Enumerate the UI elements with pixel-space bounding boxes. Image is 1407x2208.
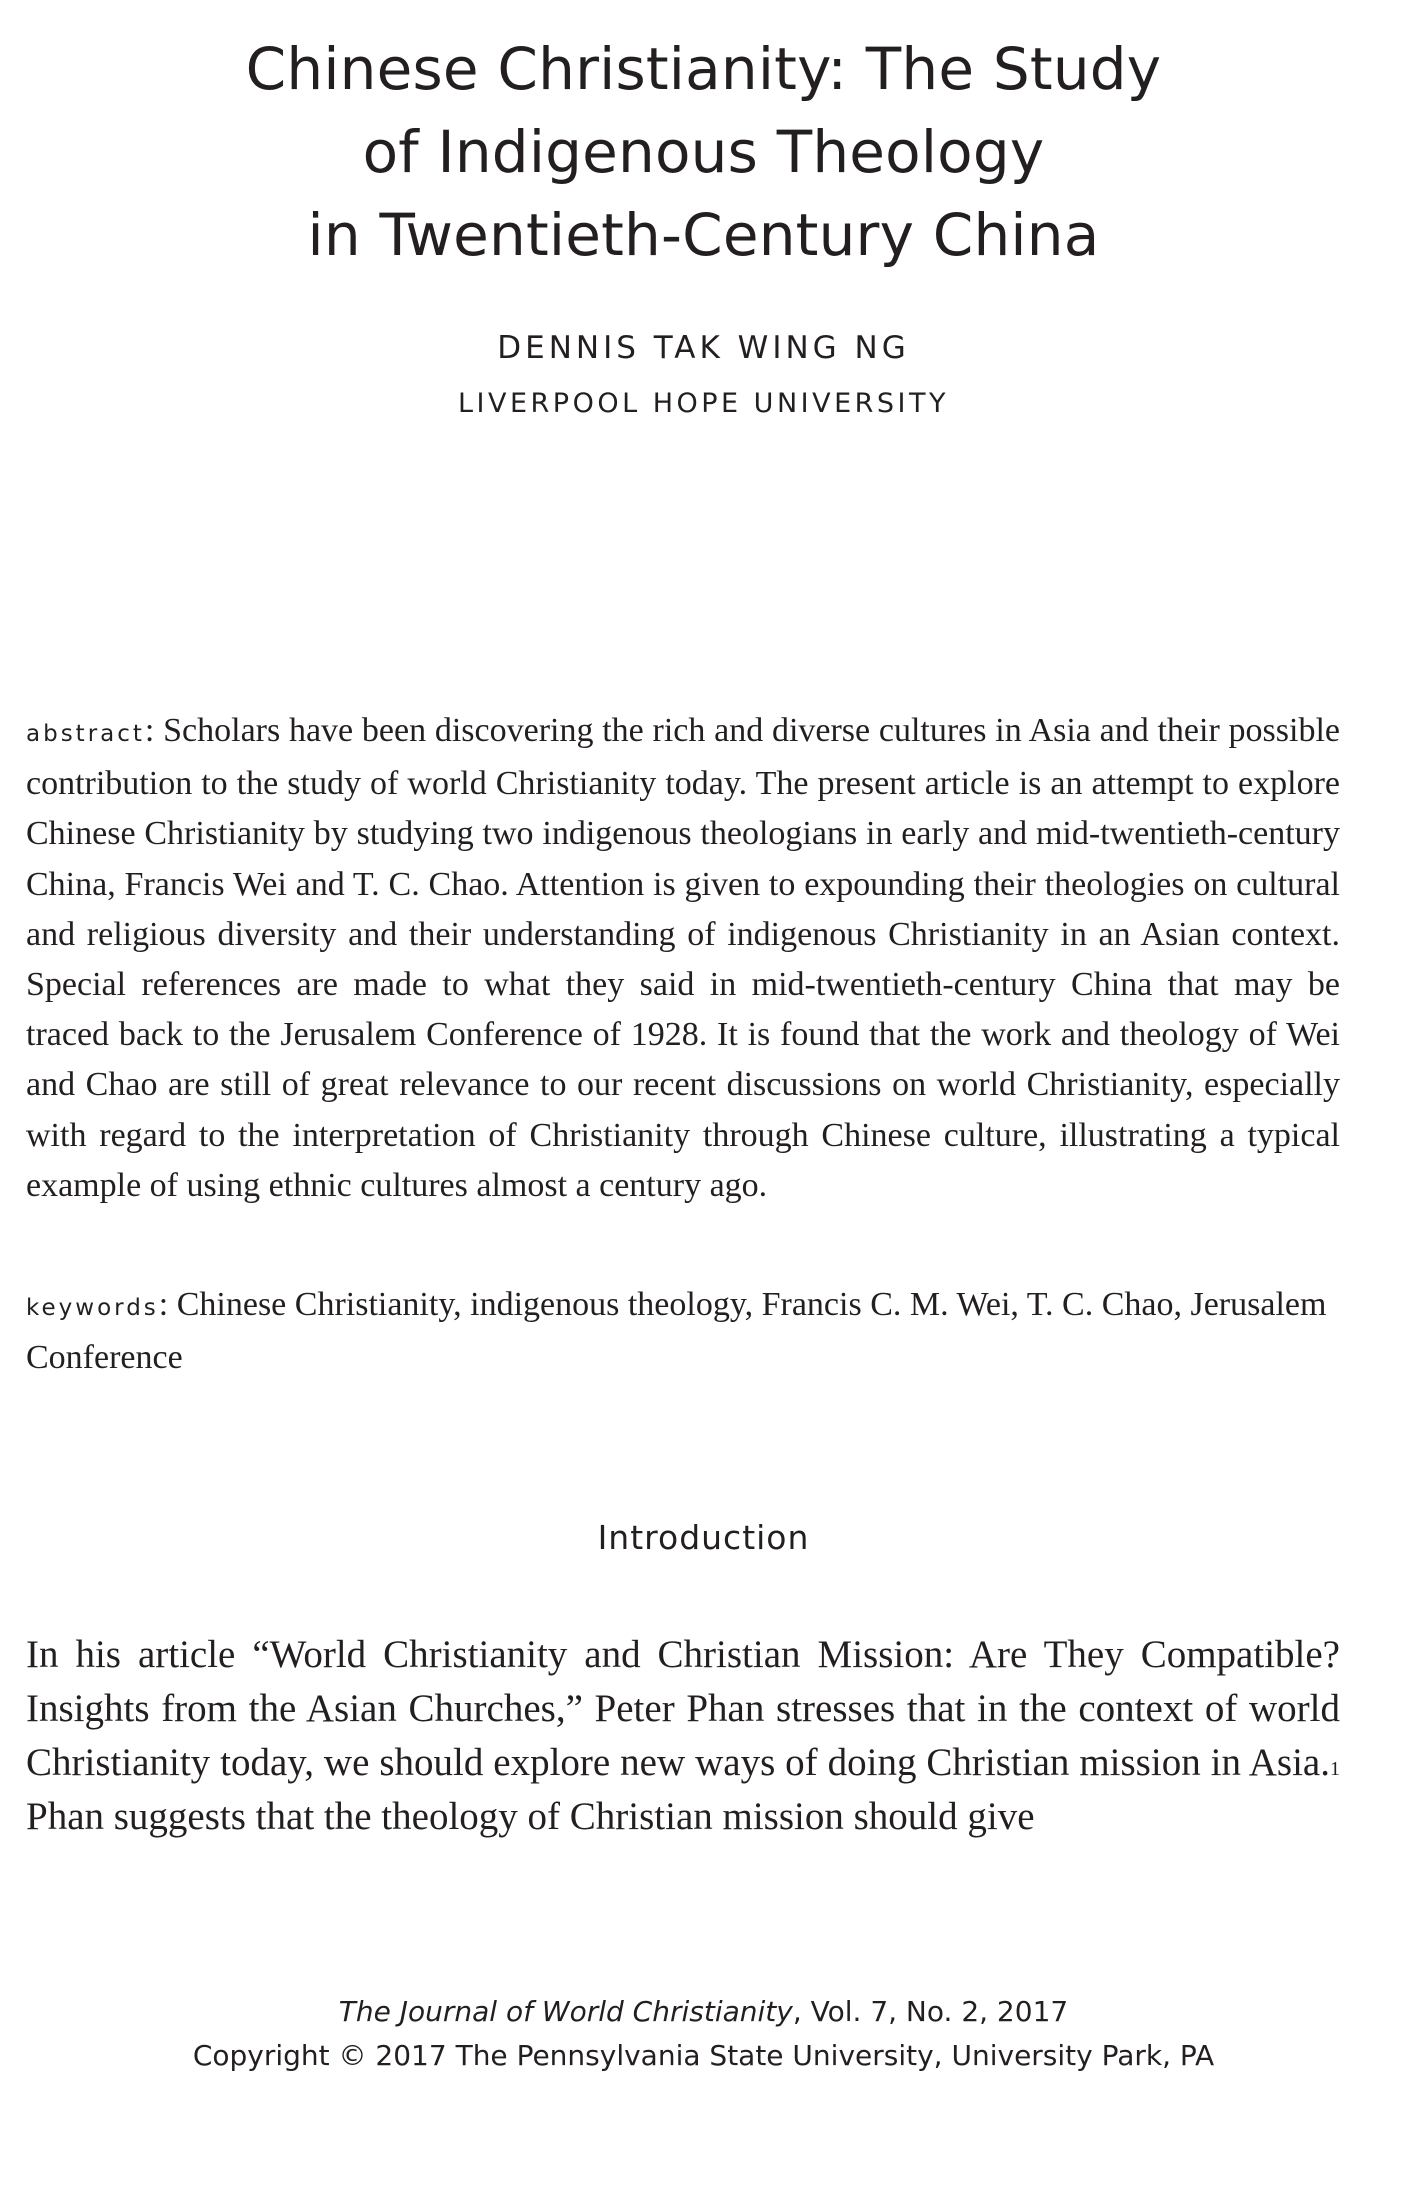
abstract-label: abstract bbox=[26, 721, 145, 747]
section-heading-introduction: Introduction bbox=[597, 1518, 810, 1557]
author-affiliation: LIVERPOOL HOPE UNIVERSITY bbox=[458, 388, 949, 419]
introduction-text-part-2: Phan suggests that the theology of Christian mission should give bbox=[26, 1795, 1035, 1838]
abstract-separator: : bbox=[144, 712, 164, 749]
keywords-separator: : bbox=[158, 1286, 177, 1323]
introduction-text-part-1: In his article “World Christianity and Christian Mission: Are They Compatible? Insights from the Asian Churches,” Peter Phan stresses that in the context of world Christianity today, we should explore new ways of doing Christian mission in Asia. bbox=[26, 1633, 1340, 1784]
introduction-paragraph bbox=[26, 1628, 1340, 1844]
journal-volume: , Vol. 7, No. 2, 2017 bbox=[792, 1995, 1069, 2028]
keywords-text: Chinese Christianity, indigenous theology, Francis C. M. Wei, T. C. Chao, Jerusalem Conference bbox=[26, 1286, 1327, 1376]
title-line-2: of Indigenous Theology bbox=[362, 118, 1045, 186]
journal-citation bbox=[0, 1990, 1407, 2034]
copyright-notice: Copyright © 2017 The Pennsylvania State University, University Park, PA bbox=[192, 2039, 1215, 2072]
author-name: DENNIS TAK WING NG bbox=[497, 330, 910, 366]
page-footer bbox=[0, 1990, 1407, 2078]
footnote-marker[interactable]: 1 bbox=[1330, 1758, 1340, 1780]
title-line-1: Chinese Christianity: The Study bbox=[245, 35, 1162, 103]
keywords bbox=[26, 1280, 1340, 1383]
title-line-3: in Twentieth-Century China bbox=[307, 201, 1100, 269]
abstract bbox=[26, 706, 1340, 1211]
journal-name: The Journal of World Christianity bbox=[338, 1995, 793, 2028]
abstract-text: Scholars have been discovering the rich and diverse cultures in Asia and their possible contribution to the study of world Christianity today. The present article is an attempt to explore Chinese Christianity by studying two indigenous theologians in early and mid-twentieth-century China, Francis Wei and T. C. Chao. Attention is given to expounding their theologies on cultural and religious diversity and their understanding of indigenous Christianity in an Asian context. Special references are made to what they said in mid-twentieth-century China that may be traced back to the Jerusalem Conference of 1928. It is found that the work and theology of Wei and Chao are still of great relevance to our recent discussions on world Christianity, especially with regard to the interpretation of Christianity through Chinese culture, illustrating a typical example of using ethnic cultures almost a century ago. bbox=[26, 712, 1340, 1204]
keywords-label: keywords bbox=[26, 1295, 159, 1321]
article-title bbox=[0, 28, 1407, 277]
